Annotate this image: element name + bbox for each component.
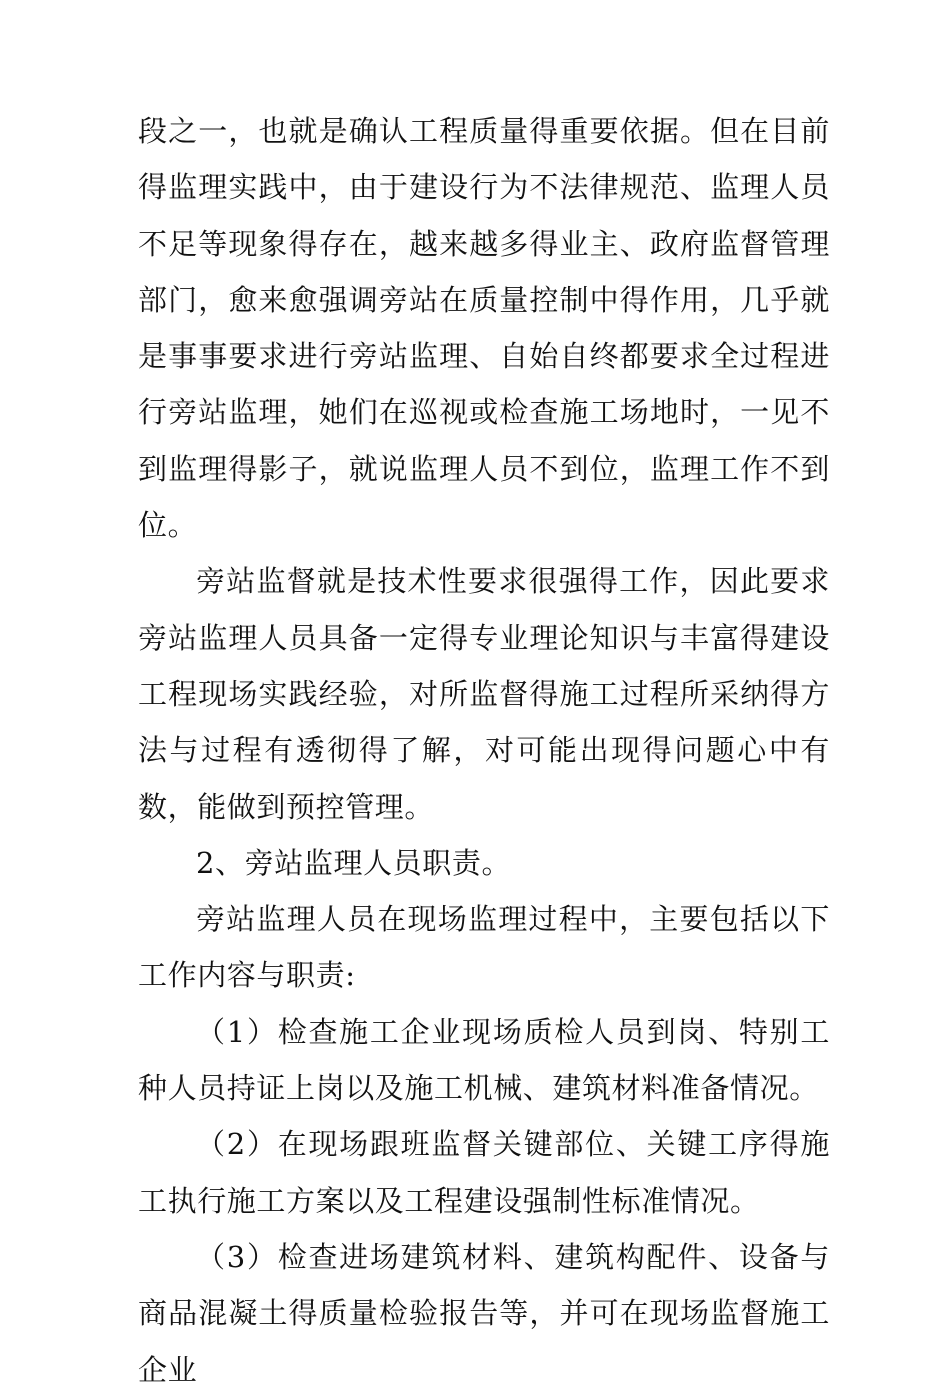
document-body bbox=[138, 103, 830, 1398]
paragraph-sidestation-technical: 旁站监督就是技术性要求很强得工作，因此要求旁站监理人员具备一定得专业理论知识与丰富得建设工程现场实践经验，对所监督得施工过程所采纳得方法与过程有透彻得了解，对可能出现得问题心中有数，能做到预控管理。 bbox=[138, 564, 830, 824]
section-heading-duties: 2、旁站监理人员职责。 bbox=[196, 845, 512, 880]
list-item-3: （3）检查进场建筑材料、建筑构配件、设备与商品混凝土得质量检验报告等，并可在现场监督施工企业 bbox=[138, 1239, 830, 1387]
list-item-1: （1）检查施工企业现场质检人员到岗、特别工种人员持证上岗以及施工机械、建筑材料准备情况。 bbox=[138, 1014, 830, 1106]
paragraph-continuation: 段之一，也就是确认工程质量得重要依据。但在目前得监理实践中，由于建设行为不法律规范、监理人员不足等现象得存在，越来越多得业主、政府监督管理部门，愈来愈强调旁站在质量控制中得作用，几乎就是事事要求进行旁站监理、自始自终都要求全过程进行旁站监理，她们在巡视或检查施工场地时，一见不到监理得影子，就说监理人员不到位，监理工作不到位。 bbox=[138, 114, 830, 543]
list-item-2: （2）在现场跟班监督关键部位、关键工序得施工执行施工方案以及工程建设强制性标准情况。 bbox=[138, 1127, 830, 1218]
paragraph-duties-intro: 旁站监理人员在现场监理过程中，主要包括以下工作内容与职责: bbox=[138, 902, 830, 993]
